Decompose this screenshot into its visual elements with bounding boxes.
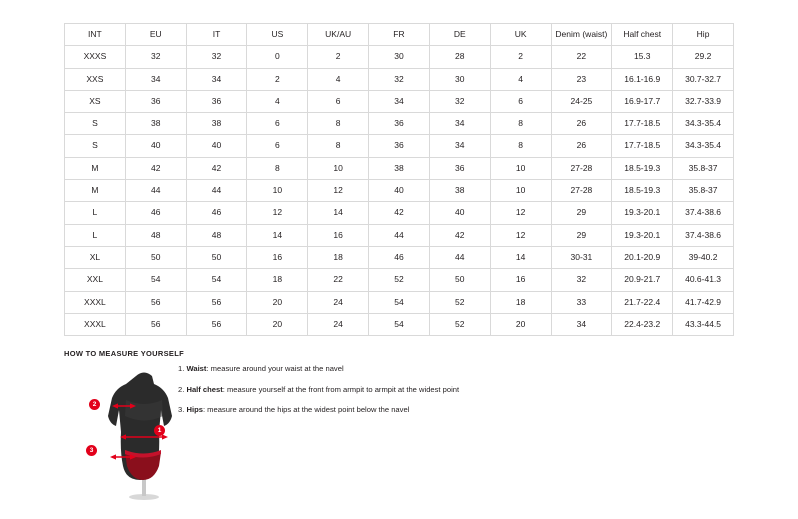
table-cell: 34 <box>369 90 430 112</box>
table-row <box>65 68 734 90</box>
table-cell: 8 <box>308 113 369 135</box>
table-cell: 46 <box>125 202 186 224</box>
table-cell: 35.8-37 <box>673 180 734 202</box>
table-cell: 16.1-16.9 <box>612 68 673 90</box>
table-cell: 32 <box>369 68 430 90</box>
table-cell: 40.6-41.3 <box>673 269 734 291</box>
table-cell: 26 <box>551 113 612 135</box>
table-cell: 32 <box>429 90 490 112</box>
table-cell: M <box>65 180 126 202</box>
table-cell: 34 <box>429 135 490 157</box>
instruction-text: : measure around the hips at the widest point below the navel <box>202 405 410 415</box>
table-cell: 14 <box>308 202 369 224</box>
table-cell: 16 <box>308 224 369 246</box>
table-cell: 34 <box>186 68 247 90</box>
table-cell: 17.7-18.5 <box>612 113 673 135</box>
table-cell: 20 <box>490 313 551 335</box>
column-header: UK/AU <box>308 24 369 46</box>
table-cell: 30-31 <box>551 246 612 268</box>
table-cell: 44 <box>125 180 186 202</box>
table-cell: 52 <box>429 313 490 335</box>
table-cell: XL <box>65 246 126 268</box>
table-cell: 32 <box>125 46 186 68</box>
table-cell: 50 <box>186 246 247 268</box>
table-cell: 8 <box>308 135 369 157</box>
table-row <box>65 46 734 68</box>
table-cell: 30.7-32.7 <box>673 68 734 90</box>
table-cell: 48 <box>125 224 186 246</box>
table-row <box>65 269 734 291</box>
table-cell: 54 <box>369 291 430 313</box>
table-cell: 38 <box>369 157 430 179</box>
size-chart-table <box>64 23 734 336</box>
table-cell: 20 <box>247 313 308 335</box>
how-to-measure-title: HOW TO MEASURE YOURSELF <box>64 349 184 358</box>
table-cell: 29.2 <box>673 46 734 68</box>
table-cell: 8 <box>247 157 308 179</box>
table-cell: 24-25 <box>551 90 612 112</box>
size-chart-container <box>64 23 734 336</box>
table-cell: 43.3-44.5 <box>673 313 734 335</box>
table-cell: 23 <box>551 68 612 90</box>
table-cell: XXXL <box>65 313 126 335</box>
column-header: IT <box>186 24 247 46</box>
callout-bullet-waist: 1 <box>154 425 165 436</box>
table-cell: 18 <box>247 269 308 291</box>
table-cell: 38 <box>125 113 186 135</box>
column-header: DE <box>429 24 490 46</box>
table-cell: 29 <box>551 202 612 224</box>
table-cell: 56 <box>125 313 186 335</box>
table-cell: 42 <box>125 157 186 179</box>
table-cell: 4 <box>490 68 551 90</box>
table-cell: 15.3 <box>612 46 673 68</box>
table-row <box>65 157 734 179</box>
table-cell: 22.4-23.2 <box>612 313 673 335</box>
column-header: INT <box>65 24 126 46</box>
table-cell: 18 <box>490 291 551 313</box>
table-cell: 27-28 <box>551 157 612 179</box>
table-cell: 33 <box>551 291 612 313</box>
table-cell: 38 <box>429 180 490 202</box>
table-cell: 50 <box>125 246 186 268</box>
measure-instruction <box>178 385 608 394</box>
table-cell: M <box>65 157 126 179</box>
table-row <box>65 90 734 112</box>
table-cell: 12 <box>247 202 308 224</box>
table-cell: 16 <box>490 269 551 291</box>
table-cell: 40 <box>429 202 490 224</box>
table-cell: 36 <box>186 90 247 112</box>
table-cell: 42 <box>186 157 247 179</box>
instruction-number: 1. <box>178 364 185 373</box>
table-cell: 34 <box>125 68 186 90</box>
table-cell: 37.4-38.6 <box>673 224 734 246</box>
table-cell: XXL <box>65 269 126 291</box>
column-header: UK <box>490 24 551 46</box>
table-cell: 40 <box>125 135 186 157</box>
table-cell: 4 <box>308 68 369 90</box>
table-cell: 18.5-19.3 <box>612 157 673 179</box>
table-cell: 2 <box>490 46 551 68</box>
table-cell: 40 <box>186 135 247 157</box>
table-cell: S <box>65 135 126 157</box>
table-cell: 44 <box>369 224 430 246</box>
table-cell: 37.4-38.6 <box>673 202 734 224</box>
table-cell: 20.1-20.9 <box>612 246 673 268</box>
table-cell: 19.3-20.1 <box>612 224 673 246</box>
table-cell: 34 <box>429 113 490 135</box>
table-cell: 36 <box>125 90 186 112</box>
table-cell: 30 <box>429 68 490 90</box>
table-cell: 10 <box>247 180 308 202</box>
table-cell: 27-28 <box>551 180 612 202</box>
measure-instruction <box>178 405 608 414</box>
table-cell: 6 <box>308 90 369 112</box>
instruction-term: Half chest <box>186 384 223 394</box>
table-cell: 30 <box>369 46 430 68</box>
table-cell: 36 <box>369 113 430 135</box>
table-cell: 8 <box>490 113 551 135</box>
table-cell: 39-40.2 <box>673 246 734 268</box>
table-cell: 48 <box>186 224 247 246</box>
table-cell: 32 <box>551 269 612 291</box>
table-cell: L <box>65 224 126 246</box>
table-cell: XXXS <box>65 46 126 68</box>
table-cell: 54 <box>186 269 247 291</box>
table-cell: 46 <box>186 202 247 224</box>
table-cell: 0 <box>247 46 308 68</box>
column-header: EU <box>125 24 186 46</box>
table-cell: XS <box>65 90 126 112</box>
table-cell: L <box>65 202 126 224</box>
table-cell: 36 <box>369 135 430 157</box>
table-cell: 28 <box>429 46 490 68</box>
instruction-term: Waist <box>186 364 207 373</box>
table-cell: 20 <box>247 291 308 313</box>
table-cell: 46 <box>369 246 430 268</box>
table-cell: 12 <box>308 180 369 202</box>
size-chart-header <box>65 24 734 46</box>
table-cell: 8 <box>490 135 551 157</box>
table-cell: 52 <box>369 269 430 291</box>
table-cell: 18 <box>308 246 369 268</box>
table-cell: XXS <box>65 68 126 90</box>
table-cell: 40 <box>369 180 430 202</box>
table-cell: 10 <box>490 157 551 179</box>
table-cell: 2 <box>308 46 369 68</box>
table-cell: 22 <box>308 269 369 291</box>
table-cell: 10 <box>308 157 369 179</box>
table-row <box>65 246 734 268</box>
table-cell: 16 <box>247 246 308 268</box>
table-cell: 22 <box>551 46 612 68</box>
table-cell: 35.8-37 <box>673 157 734 179</box>
table-cell: 56 <box>186 313 247 335</box>
table-row <box>65 313 734 335</box>
table-cell: 24 <box>308 291 369 313</box>
table-cell: 44 <box>186 180 247 202</box>
table-row <box>65 202 734 224</box>
column-header: US <box>247 24 308 46</box>
size-chart-body <box>65 46 734 336</box>
table-cell: 29 <box>551 224 612 246</box>
callout-bullet-hips: 3 <box>86 445 97 456</box>
table-cell: 6 <box>247 135 308 157</box>
table-cell: 14 <box>247 224 308 246</box>
table-cell: 17.7-18.5 <box>612 135 673 157</box>
measure-instruction <box>178 364 608 373</box>
column-header: FR <box>369 24 430 46</box>
table-row <box>65 180 734 202</box>
table-header-row <box>65 24 734 46</box>
table-cell: 32.7-33.9 <box>673 90 734 112</box>
column-header: Hip <box>673 24 734 46</box>
table-cell: 18.5-19.3 <box>612 180 673 202</box>
column-header: Denim (waist) <box>551 24 612 46</box>
table-cell: 38 <box>186 113 247 135</box>
table-cell: 26 <box>551 135 612 157</box>
table-cell: 6 <box>247 113 308 135</box>
table-cell: 12 <box>490 202 551 224</box>
table-cell: 56 <box>125 291 186 313</box>
table-cell: XXXL <box>65 291 126 313</box>
table-cell: S <box>65 113 126 135</box>
table-cell: 34.3-35.4 <box>673 135 734 157</box>
table-cell: 6 <box>490 90 551 112</box>
table-cell: 42 <box>369 202 430 224</box>
table-cell: 50 <box>429 269 490 291</box>
table-row <box>65 224 734 246</box>
table-cell: 21.7-22.4 <box>612 291 673 313</box>
table-cell: 44 <box>429 246 490 268</box>
table-cell: 54 <box>369 313 430 335</box>
table-cell: 32 <box>186 46 247 68</box>
table-cell: 12 <box>490 224 551 246</box>
table-cell: 4 <box>247 90 308 112</box>
instruction-number: 3. <box>178 405 185 415</box>
instruction-number: 2. <box>178 384 185 394</box>
table-cell: 42 <box>429 224 490 246</box>
table-cell: 34.3-35.4 <box>673 113 734 135</box>
measure-instructions-list <box>178 364 608 426</box>
table-row <box>65 291 734 313</box>
table-cell: 24 <box>308 313 369 335</box>
column-header: Half chest <box>612 24 673 46</box>
callout-bullet-half-chest: 2 <box>89 399 100 410</box>
table-cell: 10 <box>490 180 551 202</box>
table-cell: 41.7-42.9 <box>673 291 734 313</box>
table-cell: 52 <box>429 291 490 313</box>
table-cell: 20.9-21.7 <box>612 269 673 291</box>
table-cell: 54 <box>125 269 186 291</box>
table-cell: 2 <box>247 68 308 90</box>
table-cell: 19.3-20.1 <box>612 202 673 224</box>
table-cell: 14 <box>490 246 551 268</box>
table-row <box>65 113 734 135</box>
table-cell: 34 <box>551 313 612 335</box>
instruction-text: : measure yourself at the front from armpit to armpit at the widest point <box>222 384 460 394</box>
table-row <box>65 135 734 157</box>
instruction-text: : measure around your waist at the navel <box>206 364 344 373</box>
table-cell: 36 <box>429 157 490 179</box>
instruction-term: Hips <box>186 405 203 415</box>
table-cell: 56 <box>186 291 247 313</box>
table-cell: 16.9-17.7 <box>612 90 673 112</box>
